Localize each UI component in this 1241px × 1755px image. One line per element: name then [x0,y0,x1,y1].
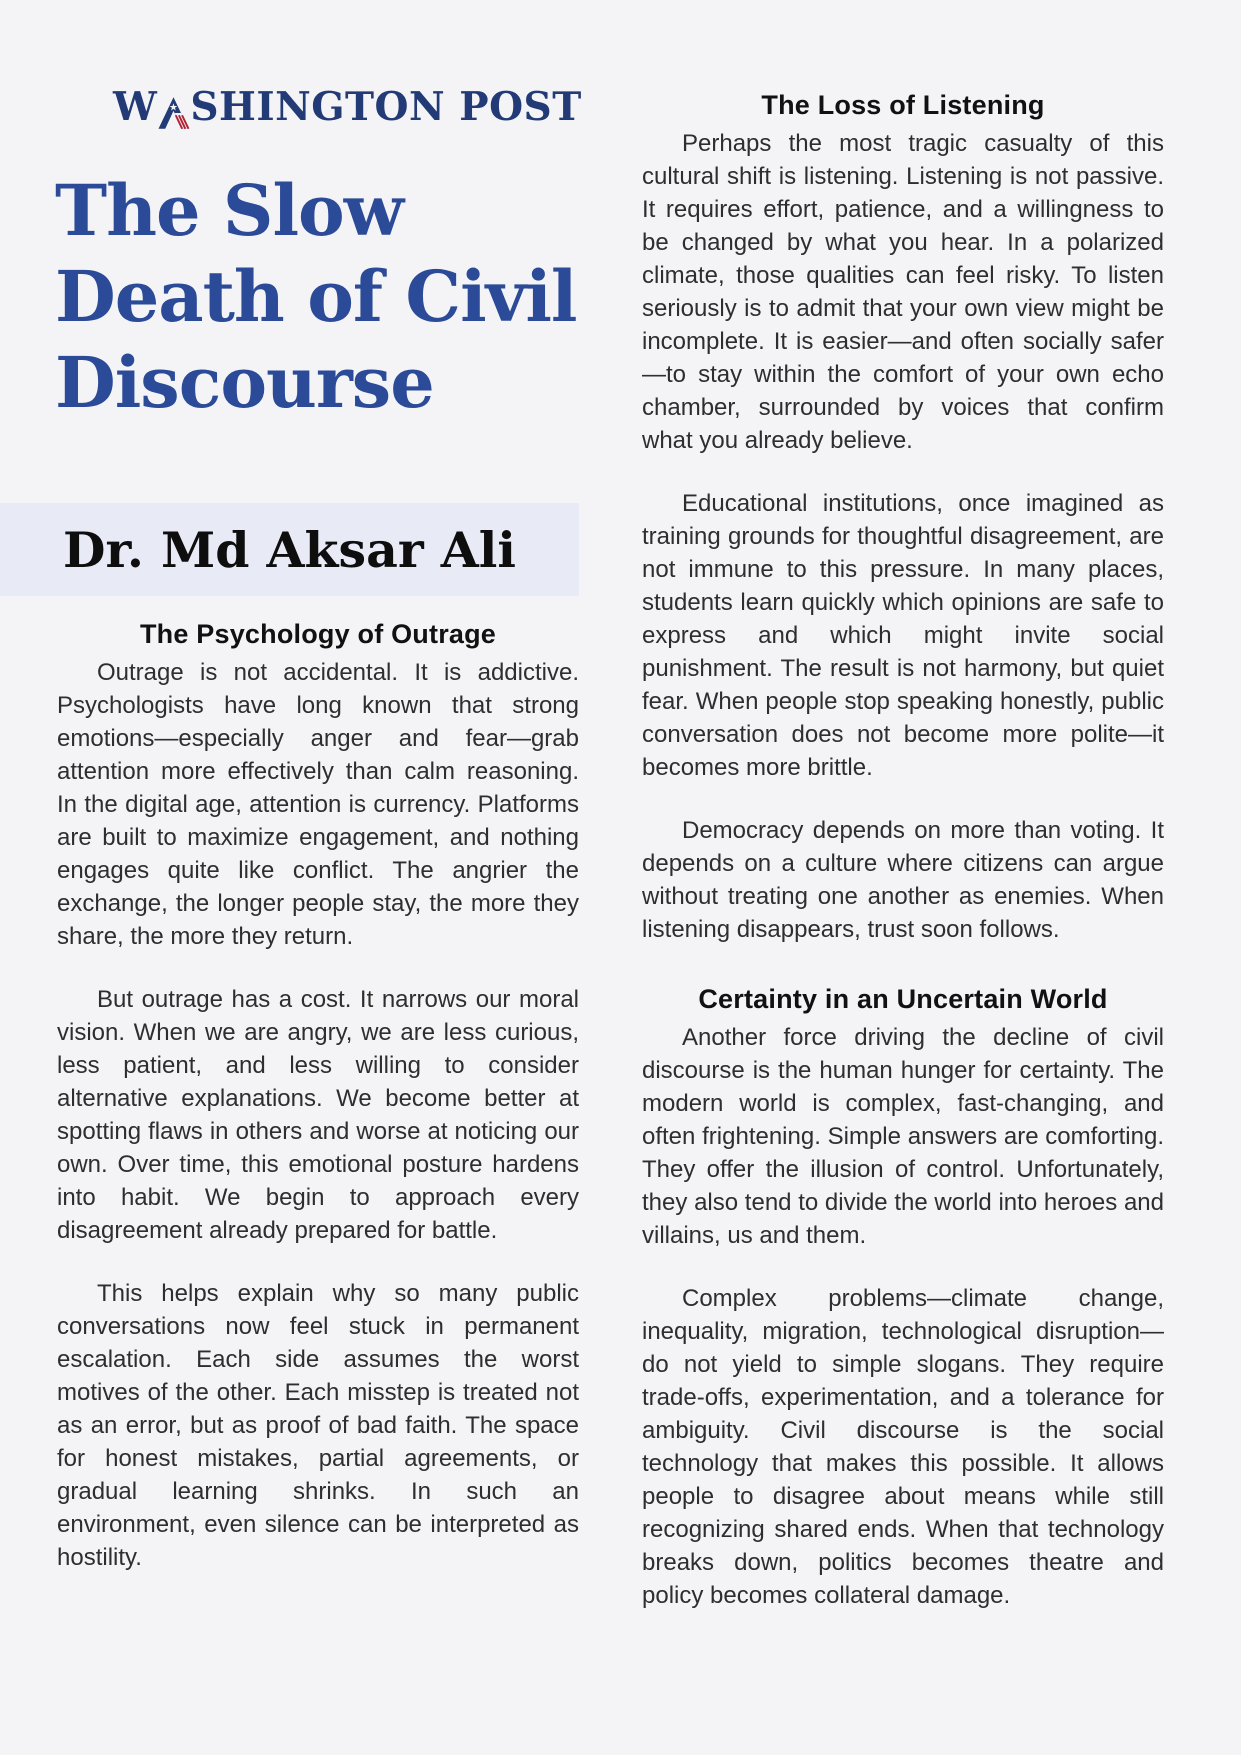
page-title-line-3: Discourse [55,341,434,424]
page-title-line-2: Death of Civil [55,255,577,338]
flag-a-icon [157,95,190,131]
masthead-logo [113,84,582,130]
section-heading-certainty-uncertain-world: Certainty in an Uncertain World [698,984,1108,1014]
paragraph: Complex problems—climate change, inequality, migration, technological disruption—do not yield to simple slogans. They require trade-offs, experimentation, and a tolerance for ambiguity. Civil discourse is the social technology that makes this possible. It allows people to disagree about means while still recognizing shared ends. When that technology breaks down, politics becomes theatre and policy becomes collateral damage. [642,1285,1164,1609]
paragraph: But outrage has a cost. It narrows our moral vision. When we are angry, we are less curious, less patient, and less willing to consider alternative explanations. We become better at spotting flaws in others and worse at noticing our own. Over time, this emotional posture hardens into habit. We begin to approach every disagreement already prepared for battle. [57,986,579,1244]
paragraph: Democracy depends on more than voting. It depends on a culture where citizens can argue without treating one another as enemies. When listening disappears, trust soon follows. [642,817,1164,943]
page-title-line-1: The Slow [55,169,403,252]
masthead-logo-w: W [113,84,158,130]
paragraph: Educational institutions, once imagined as training grounds for thoughtful disagreement, are not immune to this pressure. In many places, students learn quickly which opinions are safe to express and which might invite social punishment. The result is not harmony, but quiet fear. When people stop speaking honestly, public conversation does not become more polite—it becomes more brittle. [642,490,1164,781]
paragraph: Another force driving the decline of civil discourse is the human hunger for certainty. The modern world is complex, fast-changing, and often frightening. Simple answers are comforting. They offer the illusion of control. Unfortunately, they also tend to divide the world into heroes and villains, us and them. [642,1024,1164,1249]
star-glyph: ★ [169,102,178,112]
section-heading-loss-of-listening: The Loss of Listening [761,90,1045,120]
paragraph: Outrage is not accidental. It is addictive. Psychologists have long known that strong emotions—especially anger and fear—grab attention more effectively than calm reasoning. In the digital age, attention is currency. Platforms are built to maximize engagement, and nothing engages quite like conflict. The angrier the exchange, the longer people stay, the more they share, the more they return. [57,659,579,950]
author-name: Dr. Md Aksar Ali [63,520,516,579]
section-heading-psychology-of-outrage: The Psychology of Outrage [139,619,497,649]
page-title [55,168,640,426]
author-band [0,503,579,596]
left-column [57,617,579,1574]
masthead-logo-rest: SHINGTON POST [190,84,582,130]
paragraph: Perhaps the most tragic casualty of this cultural shift is listening. Listening is not passive. It requires effort, patience, and a willingness to be changed by what you hear. In a polarized climate, those qualities can feel risky. To listen seriously is to admit that your own view might be incomplete. It is easier—and often socially safer—to stay within the comfort of your own echo chamber, surrounded by voices that confirm what you already believe. [642,130,1164,454]
right-column [642,88,1164,1612]
paragraph: This helps explain why so many public conversations now feel stuck in permanent escalation. Each side assumes the worst motives of the other. Each misstep is treated not as an error, but as proof of bad faith. The space for honest mistakes, partial agreements, or gradual learning shrinks. In such an environment, even silence can be interpreted as hostility. [57,1280,579,1571]
